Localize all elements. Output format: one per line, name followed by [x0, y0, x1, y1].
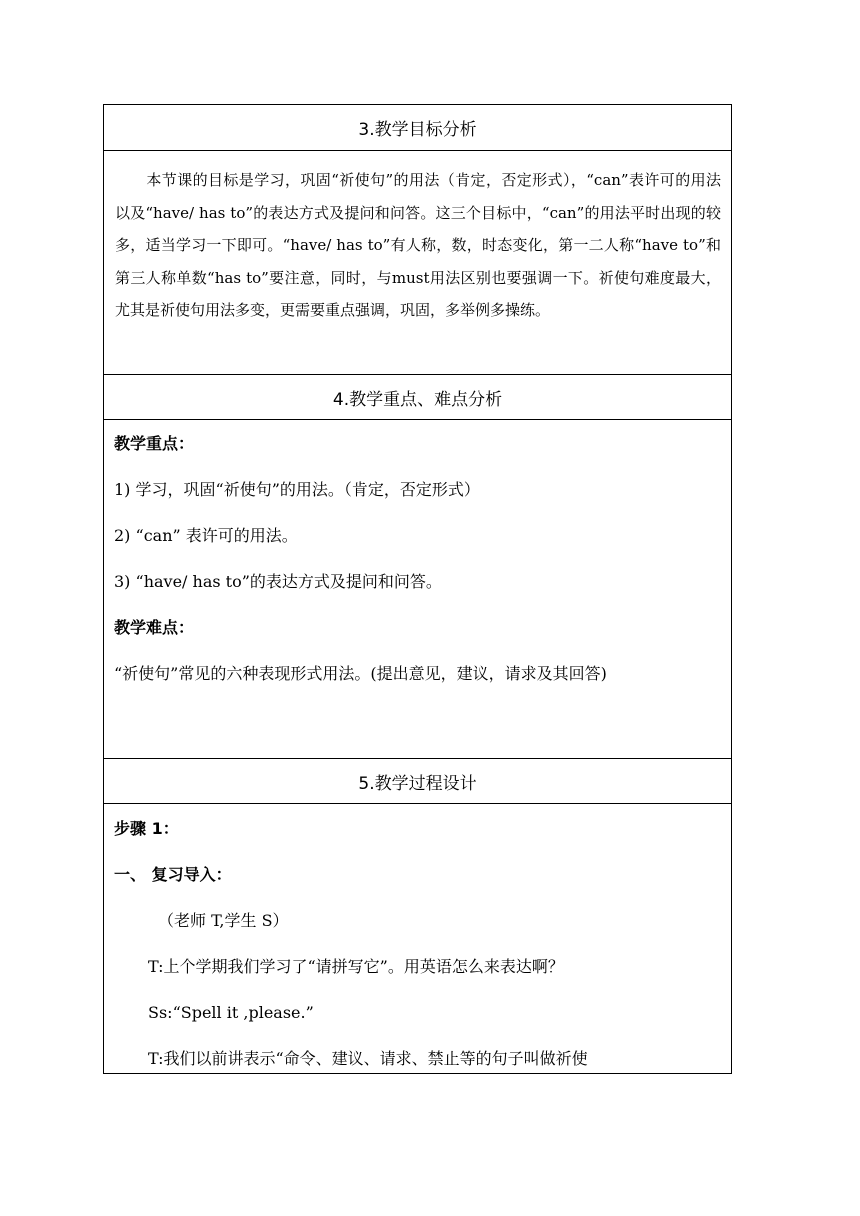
section-3-header [104, 105, 731, 151]
section-4-body [104, 420, 731, 759]
dialogue-line-1: T:上个学期我们学习了“请拼写它”。用英语怎么来表达啊？ [148, 957, 564, 976]
dialogue-line-2: Ss:“Spell it ,please.” [148, 1003, 314, 1022]
step-label: 步骤 1： [114, 819, 179, 838]
section-3-title: 3.教学目标分析 [358, 120, 477, 140]
difficulty-label: 教学难点： [114, 618, 195, 637]
section-4-title: 4.教学重点、难点分析 [332, 389, 503, 410]
section-3-body [104, 151, 731, 375]
section-3-text: 本节课的目标是学习，巩固“祈使句”的用法（肯定，否定形式），“can”表许可的用法以及“have/ has to”的表达方式及提问和问答。这三个目标中，“can”的用法平时出现的较多，适当学习一下即可。“have/ has to”有人称，数，时态变化，第一二人称“have to”和第三人称单数“has to”要注意，同时，与must用法区别也要强调一下。祈使句难度最大，尤其是祈使句用法多变，更需要重点强调，巩固，多举例多操练。 [115, 171, 721, 319]
section-3-paragraph [104, 151, 731, 327]
section-5-body [104, 804, 731, 1073]
difficulty-text: “祈使句”常见的六种表现形式用法。(提出意见，建议，请求及其回答) [114, 664, 607, 683]
part-label: 一、 复习导入： [114, 865, 232, 884]
lesson-plan-table [103, 104, 732, 1074]
key-points-label: 教学重点： [114, 434, 195, 453]
key-point-2: 2) “can” 表许可的用法。 [114, 526, 298, 545]
dialogue-line-3: T:我们以前讲表示“命令、建议、请求、禁止等的句子叫做祈使 [148, 1049, 588, 1068]
key-point-3: 3) “have/ has to”的表达方式及提问和问答。 [114, 572, 442, 591]
role-note: （老师 T,学生 S） [158, 911, 289, 930]
section-5-title: 5.教学过程设计 [358, 773, 477, 794]
section-4-header [104, 375, 731, 420]
key-point-1: 1) 学习，巩固“祈使句”的用法。（肯定，否定形式） [114, 480, 480, 499]
section-5-header [104, 759, 731, 804]
